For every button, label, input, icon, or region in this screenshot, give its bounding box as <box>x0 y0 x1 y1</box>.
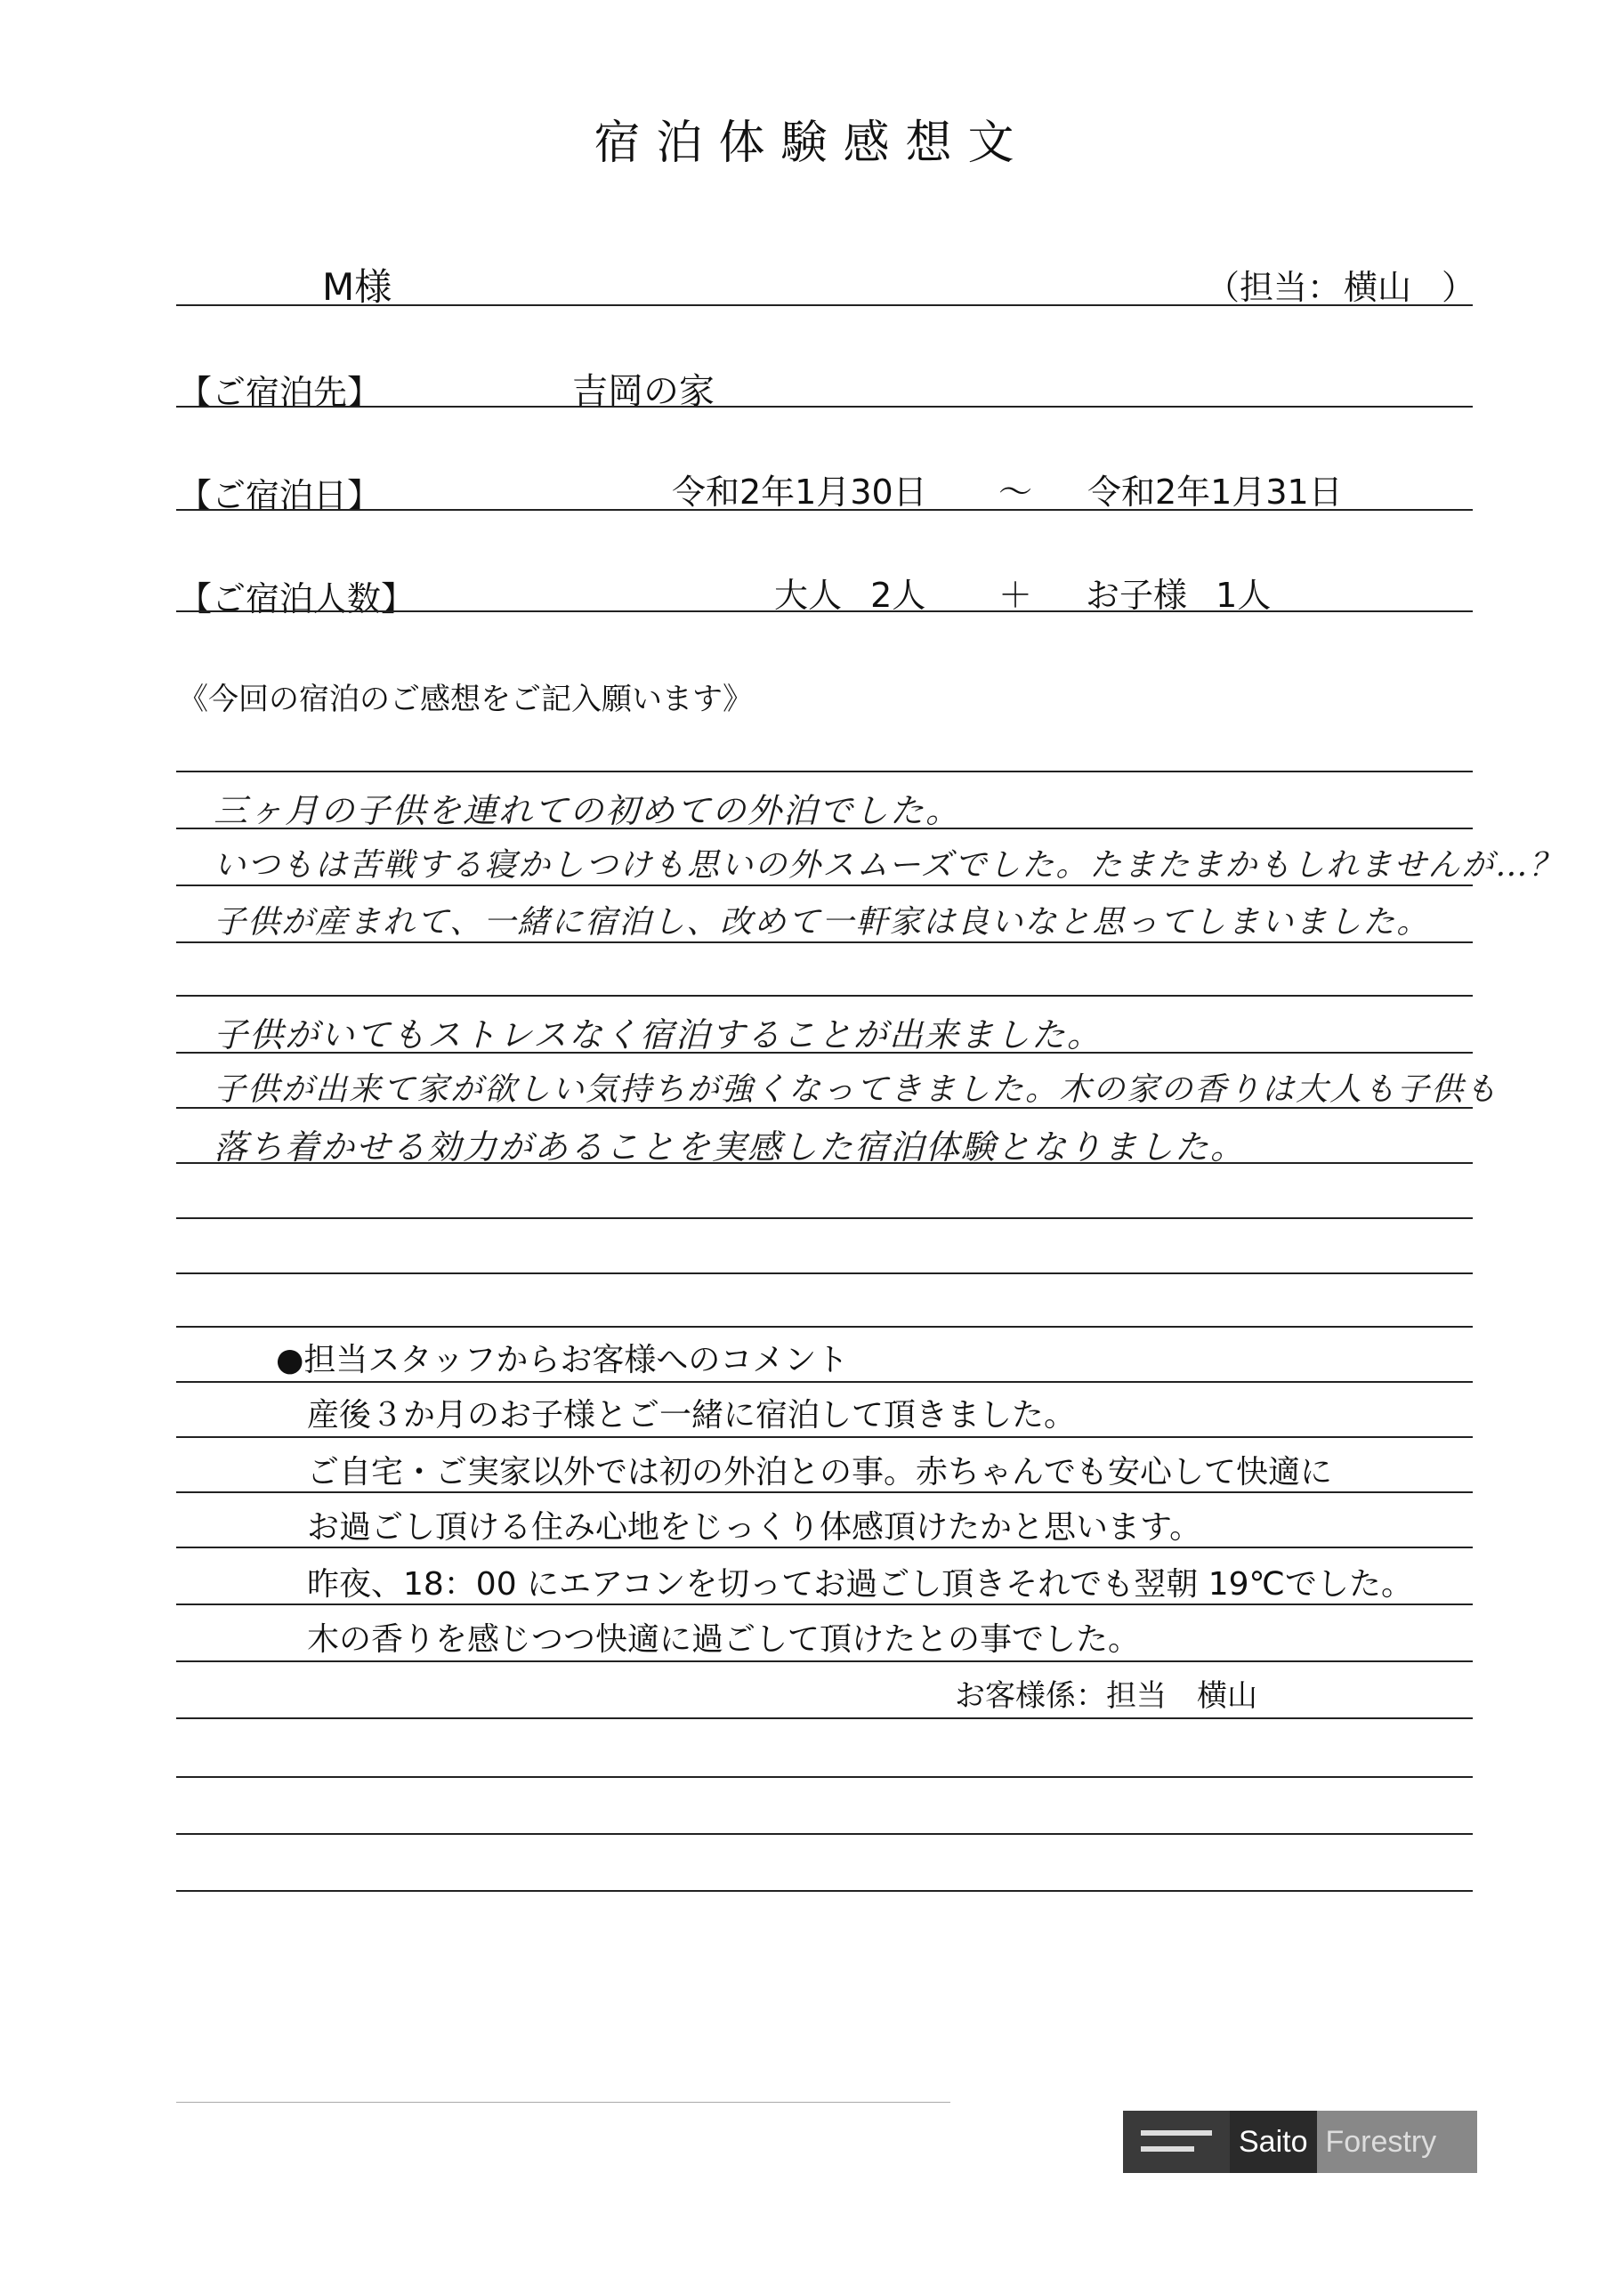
handwritten-line: 落ち着かせる効力があることを実感した宿泊体験となりました。 <box>214 1127 1247 1167</box>
footer-line <box>176 2102 950 2103</box>
rule <box>176 1547 1473 1548</box>
handwritten-line: 子供が産まれて、一緒に宿泊し、改めて一軒家は良いなと思ってしまいました。 <box>214 904 1431 941</box>
handwritten-line: 子供が出来て家が欲しい気持ちが強くなってきました。木の家の香りは大人も子供も <box>214 1071 1499 1108</box>
date-from: 令和2年1月30日 <box>672 473 927 512</box>
rule <box>176 304 1473 306</box>
rule <box>176 1436 1473 1438</box>
adults-count: 大人 2人 <box>774 576 926 615</box>
staff-comment-line: 昨夜、18：00 にエアコンを切ってお過ごし頂きそれでも翌朝 19℃でした。 <box>307 1566 1413 1603</box>
rule <box>176 995 1473 997</box>
rule <box>176 1052 1473 1054</box>
date-separator: ～ <box>998 473 1033 512</box>
staff-close: ） <box>1442 268 1476 307</box>
rule <box>176 610 1473 612</box>
staff-name: 横山 <box>1344 268 1412 307</box>
rule <box>176 885 1473 886</box>
date-label: 【ご宿泊日】 <box>178 476 382 515</box>
impression-prompt: 《今回の宿泊のご感想をご記入願います》 <box>178 682 753 717</box>
staff-comment-line: ご自宅・ご実家以外では初の外泊との事。赤ちゃんでも安心して快適に <box>307 1454 1333 1490</box>
rule <box>176 1326 1473 1328</box>
staff-label: （担当： <box>1206 268 1342 307</box>
rule <box>176 941 1473 943</box>
rule <box>176 1162 1473 1164</box>
saito-forestry-logo <box>1123 2111 1477 2173</box>
staff-comment-line: お過ごし頂ける住み心地をじっくり体感頂けたかと思います。 <box>307 1509 1202 1546</box>
rule <box>176 828 1473 829</box>
date-to: 令和2年1月31日 <box>1087 473 1343 512</box>
rule <box>176 1776 1473 1778</box>
handwritten-line: 三ヶ月の子供を連れての初めての外泊でした。 <box>214 791 962 830</box>
document-title: 宿泊体験感想文 <box>594 117 1030 170</box>
staff-comment-line: 木の香りを感じつつ快適に過ごして頂けたとの事でした。 <box>307 1621 1141 1658</box>
rule <box>176 1603 1473 1605</box>
children-count: お子様 1人 <box>1086 576 1272 615</box>
logo-text-saito: Saito <box>1230 2111 1317 2173</box>
handwritten-line: 子供がいてもストレスなく宿泊することが出来ました。 <box>214 1015 1103 1054</box>
rule <box>176 1833 1473 1835</box>
rule <box>176 1660 1473 1662</box>
logo-mark-icon <box>1123 2111 1230 2173</box>
rule <box>176 509 1473 511</box>
destination-value: 吉岡の家 <box>572 371 715 412</box>
destination-label: 【ご宿泊先】 <box>178 373 382 412</box>
rule <box>176 1491 1473 1493</box>
rule <box>176 771 1473 772</box>
rule <box>176 1890 1473 1892</box>
staff-comment-heading: ●担当スタッフからお客様へのコメント <box>276 1342 849 1378</box>
rule <box>176 1272 1473 1274</box>
rule <box>176 1717 1473 1719</box>
people-label: 【ご宿泊人数】 <box>178 579 416 618</box>
guest-name: M様 <box>322 265 392 309</box>
plus-sign: ＋ <box>998 576 1033 615</box>
logo-text-forestry: Forestry <box>1317 2111 1478 2173</box>
rule <box>176 1381 1473 1383</box>
rule <box>176 1217 1473 1219</box>
staff-comment-line: 産後３か月のお子様とご一緒に宿泊して頂きました。 <box>307 1397 1077 1434</box>
rule <box>176 406 1473 408</box>
rule <box>176 1107 1473 1109</box>
handwritten-line: いつもは苦戦する寝かしつけも思いの外スムーズでした。たまたまかもしれませんが…？ <box>214 847 1563 884</box>
staff-signature: お客様係：担当 横山 <box>955 1678 1257 1714</box>
